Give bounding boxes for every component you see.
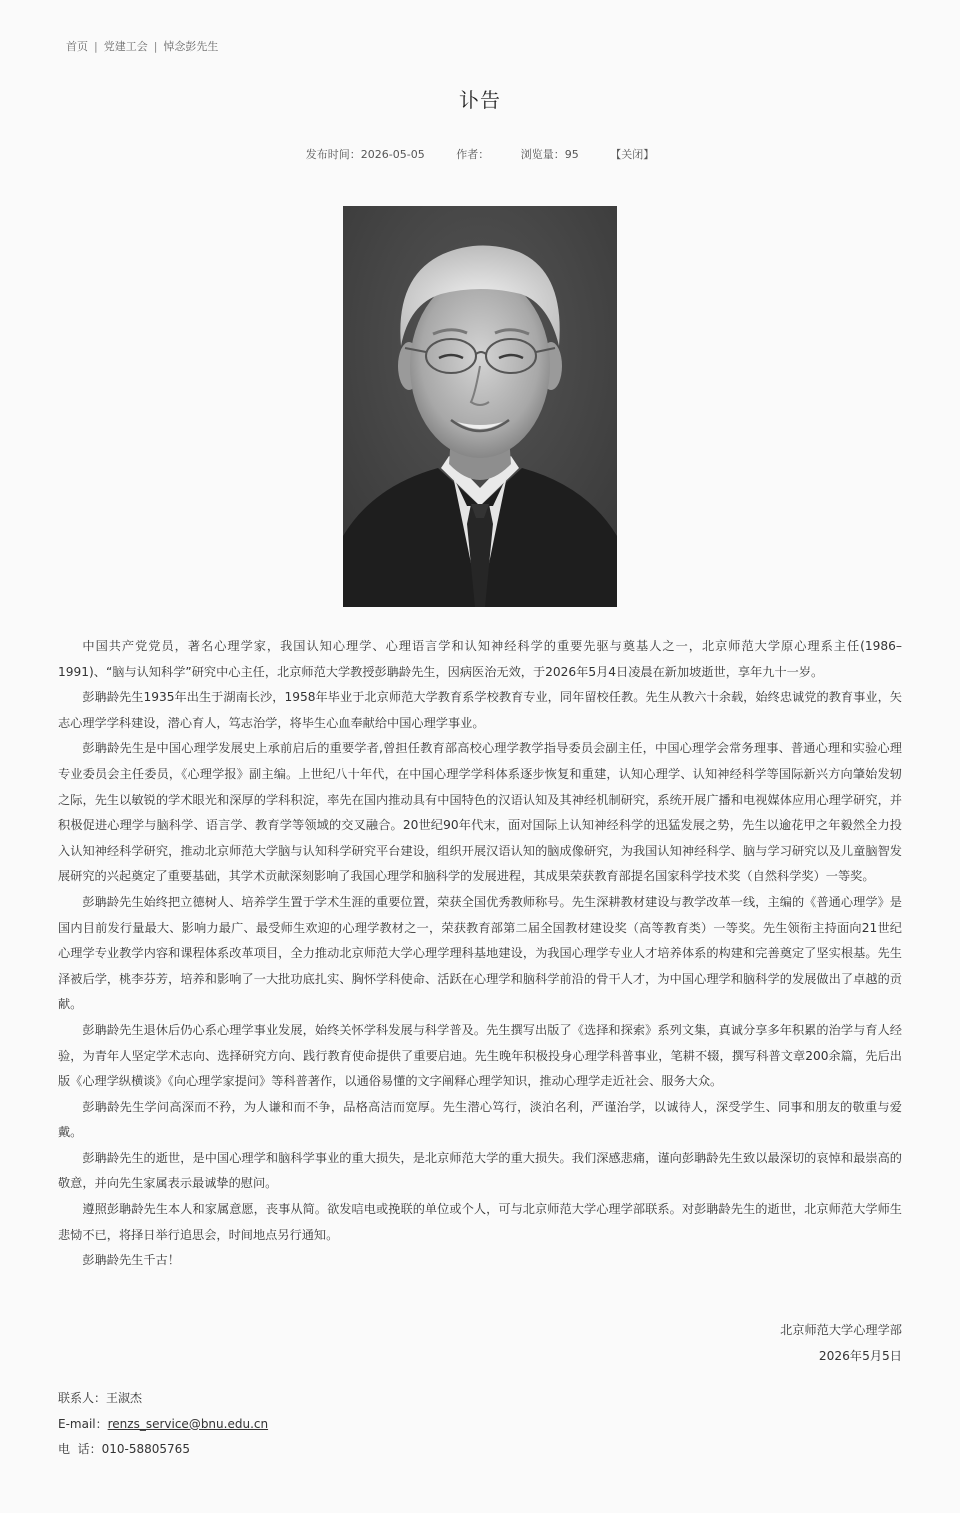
author-info [456,148,489,161]
contact-person [58,1386,268,1412]
breadcrumb-section-link[interactable]: 党建工会 [103,40,148,53]
page-title: 讣告 [459,88,501,112]
article-meta [0,146,960,162]
signature-org: 北京师范大学心理学部 [780,1323,902,1337]
views-info [521,148,579,161]
close-link[interactable]: 【关闭】 [610,148,655,161]
article-paragraph: 彭聃龄先生始终把立德树人、培养学生置于学术生涯的重要位置，荣获全国优秀教师称号。先生深耕教材建设与教学改革一线，主编的《普通心理学》是国内目前发行量最大、影响力最广、最受师生欢迎的心理学教材之一，荣获教育部第二届全国教材建设奖（高等教育类）一等奖。先生领衔主持面向21世纪心理学专业教学内容和课程体系改革项目，全力推动北京师范大学心理学理科基地建设，为我国心理学专业人才培养体系的构建和完善奠定了坚实根基。先生泽被后学，桃李芬芳，培养和影响了一大批功底扎实、胸怀学科使命、活跃在心理学和脑科学前沿的骨干人才，为中国心理学和脑科学的发展做出了卓越的贡献。 [58,894,902,1012]
signature-block [780,1318,902,1369]
contact-person-name: 王淑杰 [106,1391,143,1405]
breadcrumb-home-link[interactable]: 首页 [66,40,88,53]
contact-phone-number: 010-58805765 [101,1442,190,1457]
article-paragraph: 彭聃龄先生是中国心理学发展史上承前启后的重要学者,曾担任教育部高校心理学教学指导委员会副主任，中国心理学会常务理事、普通心理和实验心理专业委员会主任委员，《心理学报》副主编。上世纪八十年代，在中国心理学学科体系逐步恢复和重建，认知心理学、认知神经科学等国际新兴方向肇始发轫之际，先生以敏锐的学术眼光和深厚的学科积淀，率先在国内推动具有中国特色的汉语认知及其神经机制研究，系统开展广播和电视媒体应用心理学研究，并积极促进心理学与脑科学、语言学、教育学等领域的交叉融合。20世纪90年代末，面对国际上认知神经科学的迅猛发展之势，先生以逾花甲之年毅然全力投入认知神经科学研究，推动北京师范大学脑与认知科学研究平台建设，组织开展汉语认知的脑成像研究，为我国认知神经科学、脑与学习研究以及儿童脑智发展研究的兴起奠定了重要基础，其学术贡献深刻影响了我国心理学和脑科学的发展进程，其成果荣获教育部提名国家科学技术奖（自然科学奖）一等奖。 [58,741,902,884]
article-body [58,634,902,1274]
breadcrumb-separator: | [94,40,98,53]
article-paragraph: 彭聃龄先生1935年出生于湖南长沙，1958年毕业于北京师范大学教育系学校教育专业，同年留校任教。先生从教六十余载，始终忠诚党的教育事业，矢志心理学学科建设，潜心育人，笃志治学，将毕生心血奉献给中国心理学事业。 [58,690,902,730]
contact-email-label: E-mail： [58,1416,108,1431]
contact-person-label: 联系人： [58,1391,107,1405]
article-paragraph: 中国共产党党员，著名心理学家，我国认知心理学、心理语言学和认知神经科学的重要先驱与奠基人之一，北京师范大学原心理系主任(1986–1991)、“脑与认知科学”研究中心主任，北京师范大学教授彭聃龄先生，因病医治无效，于2026年5月4日凌晨在新加坡逝世，享年九十一岁。 [58,639,902,679]
article-paragraph: 遵照彭聃龄先生本人和家属意愿，丧事从简。欲发唁电或挽联的单位或个人，可与北京师范大学心理学部联系。对彭聃龄先生的逝世，北京师范大学师生悲恸不已，将择日举行追思会，时间地点另行通知。 [58,1202,902,1242]
author-label: 作者： [456,148,490,161]
contact-block [58,1386,268,1463]
views-count: 95 [564,148,579,161]
email-link[interactable]: renzs_service@bnu.edu.cn [107,1416,269,1431]
breadcrumb-current: 悼念彭先生 [163,40,219,53]
contact-phone [58,1437,268,1463]
publish-info [306,148,425,161]
breadcrumb [66,38,218,54]
breadcrumb-separator: | [153,40,158,53]
article-paragraph: 彭聃龄先生退休后仍心系心理学事业发展，始终关怀学科发展与科学普及。先生撰写出版了《选择和探索》系列文集，真诚分享多年积累的治学与育人经验，为青年人坚定学术志向、选择研究方向、践行教育使命提供了重要启迪。先生晚年积极投身心理学科普事业，笔耕不辍，撰写科普文章200余篇，先后出版《心理学纵横谈》《向心理学家提问》等科普著作，以通俗易懂的文字阐释心理学知识，推动心理学走近社会、服务大众。 [58,1022,902,1089]
publish-date: 2026-05-05 [360,148,425,161]
views-label: 浏览量： [520,148,565,161]
article-paragraph: 彭聃龄先生的逝世，是中国心理学和脑科学事业的重大损失，是北京师范大学的重大损失。我们深感悲痛，谨向彭聃龄先生致以最深切的哀悼和最崇高的敬意，并向先生家属表示最诚挚的慰问。 [58,1150,902,1191]
portrait-photo [343,206,617,607]
contact-email [58,1412,268,1438]
article-paragraph: 彭聃龄先生学问高深而不矜，为人谦和而不争，品格高洁而宽厚。先生潜心笃行，淡泊名利，严谨治学，以诚待人，深受学生、同事和朋友的敬重与爱戴。 [58,1099,902,1140]
publish-label: 发布时间： [305,148,361,161]
article-paragraph: 彭聃龄先生千古！ [82,1253,180,1268]
signature-date: 2026年5月5日 [818,1348,902,1363]
contact-phone-label: 电 话： [58,1442,102,1457]
portrait-illustration [343,206,617,607]
